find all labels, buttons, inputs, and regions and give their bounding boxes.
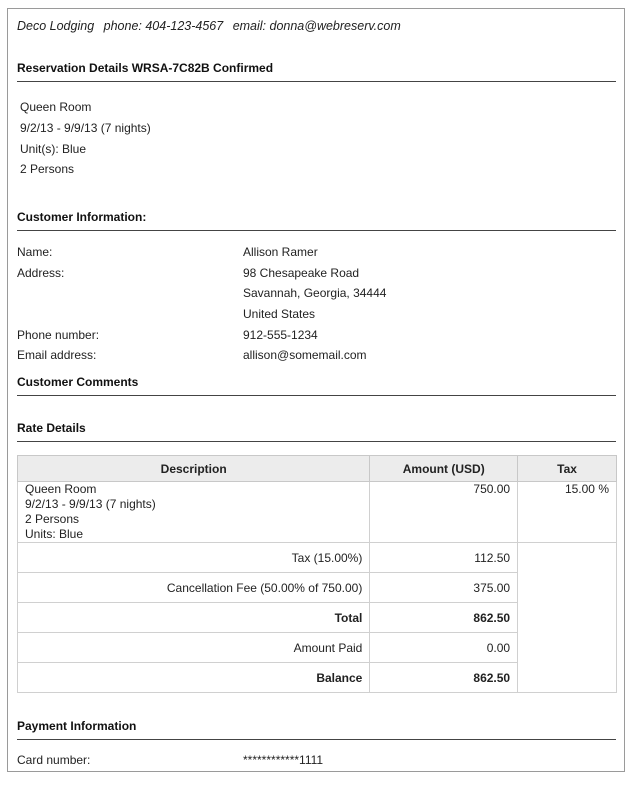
- business-header: [17, 19, 407, 33]
- payment-title: Payment Information: [17, 719, 137, 733]
- item-room: Queen Room: [25, 482, 97, 496]
- reservation-room: Queen Room: [20, 100, 92, 114]
- summary-value: 375.00: [370, 573, 518, 603]
- divider: [17, 395, 616, 396]
- business-phone: phone: 404-123-4567: [103, 19, 224, 33]
- customer-email: allison@somemail.com: [243, 348, 367, 362]
- item-dates: 9/2/13 - 9/9/13 (7 nights): [25, 497, 156, 511]
- customer-name: Allison Ramer: [243, 245, 318, 259]
- phone-label: Phone number:: [17, 328, 100, 342]
- address-line-2: Savannah, Georgia, 34444: [243, 286, 387, 300]
- column-header-amount: Amount (USD): [370, 456, 518, 482]
- reservation-title: Reservation Details WRSA-7C82B Confirmed: [17, 61, 274, 75]
- rate-table: [17, 455, 617, 693]
- divider: [17, 81, 616, 82]
- business-email: email: donna@webreserv.com: [232, 19, 401, 33]
- summary-value: 862.50: [370, 603, 518, 633]
- item-tax: 15.00 %: [518, 482, 617, 543]
- business-name: Deco Lodging: [17, 19, 95, 33]
- table-row: [18, 482, 617, 543]
- reservation-units: Unit(s): Blue: [20, 142, 87, 156]
- table-header-row: [18, 456, 617, 482]
- summary-value: 112.50: [370, 543, 518, 573]
- divider: [17, 230, 616, 231]
- customer-title: Customer Information:: [17, 210, 147, 224]
- card-label: Card number:: [17, 753, 91, 767]
- item-persons: 2 Persons: [25, 512, 80, 526]
- table-row: [18, 543, 617, 573]
- divider: [17, 739, 616, 740]
- summary-value: 862.50: [370, 663, 518, 693]
- item-description: [18, 482, 370, 543]
- summary-label: Tax (15.00%): [18, 543, 370, 573]
- summary-label: Cancellation Fee (50.00% of 750.00): [18, 573, 370, 603]
- summary-label: Balance: [18, 663, 370, 693]
- rates-title: Rate Details: [17, 421, 86, 435]
- summary-label: Total: [18, 603, 370, 633]
- name-label: Name:: [17, 245, 53, 259]
- address-line-3: United States: [243, 307, 316, 321]
- card-number: ************1111: [243, 753, 324, 767]
- summary-label: Amount Paid: [18, 633, 370, 663]
- email-label: Email address:: [17, 348, 97, 362]
- address-label: Address:: [17, 266, 65, 280]
- reservation-dates: 9/2/13 - 9/9/13 (7 nights): [20, 121, 151, 135]
- column-header-tax: Tax: [518, 456, 617, 482]
- empty-cell: [518, 543, 617, 693]
- column-header-description: Description: [18, 456, 370, 482]
- divider: [17, 441, 616, 442]
- item-units: Units: Blue: [25, 527, 84, 541]
- customer-phone: 912-555-1234: [243, 328, 318, 342]
- reservation-persons: 2 Persons: [20, 162, 75, 176]
- comments-title: Customer Comments: [17, 375, 139, 389]
- item-amount: 750.00: [370, 482, 518, 543]
- address-line-1: 98 Chesapeake Road: [243, 266, 360, 280]
- summary-value: 0.00: [370, 633, 518, 663]
